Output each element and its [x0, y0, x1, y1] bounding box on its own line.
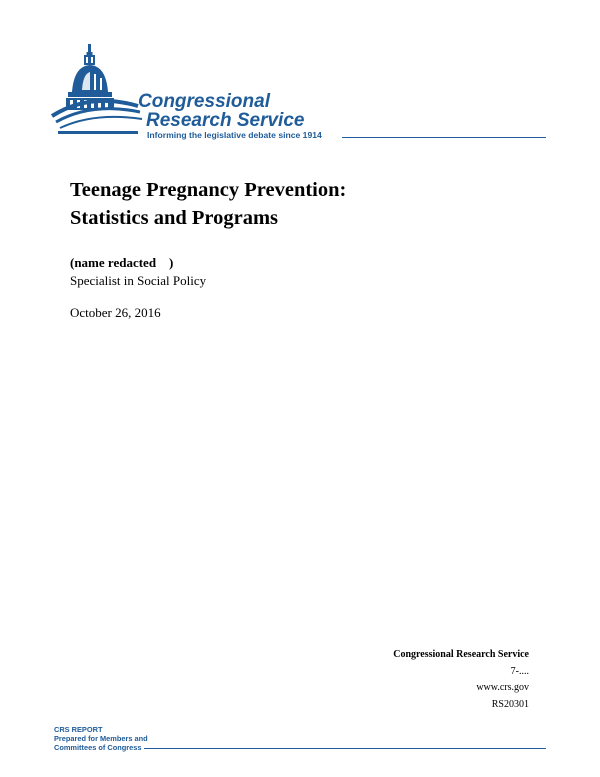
- publisher-phone: 7-....: [510, 665, 529, 677]
- footer-line2: Prepared for Members and: [54, 734, 148, 743]
- capitol-dome-icon: [50, 42, 150, 142]
- publisher-name: Congressional Research Service: [393, 649, 529, 660]
- logo-name-line2: Research Service: [146, 110, 305, 131]
- report-date: October 26, 2016: [70, 305, 161, 320]
- logo-divider: [342, 137, 546, 138]
- author-name: (name redacted ): [70, 255, 174, 270]
- report-number: RS20301: [491, 698, 529, 710]
- publisher-block: [393, 647, 529, 713]
- crs-logo: [50, 42, 550, 147]
- logo-tagline: Informing the legislative debate since 1914: [147, 130, 322, 140]
- footer-line1: CRS REPORT: [54, 725, 103, 734]
- report-title-line1: Teenage Pregnancy Prevention:: [70, 179, 347, 201]
- logo-name-line1: Congressional: [138, 91, 270, 112]
- footer-line3: Committees of Congress: [54, 743, 142, 752]
- report-title: [70, 176, 540, 232]
- publisher-website: www.crs.gov: [476, 682, 529, 693]
- footer-divider: [144, 748, 546, 749]
- footer-label: [54, 725, 148, 752]
- report-title-line2: Statistics and Programs: [70, 207, 279, 229]
- author-role: Specialist in Social Policy: [70, 273, 207, 288]
